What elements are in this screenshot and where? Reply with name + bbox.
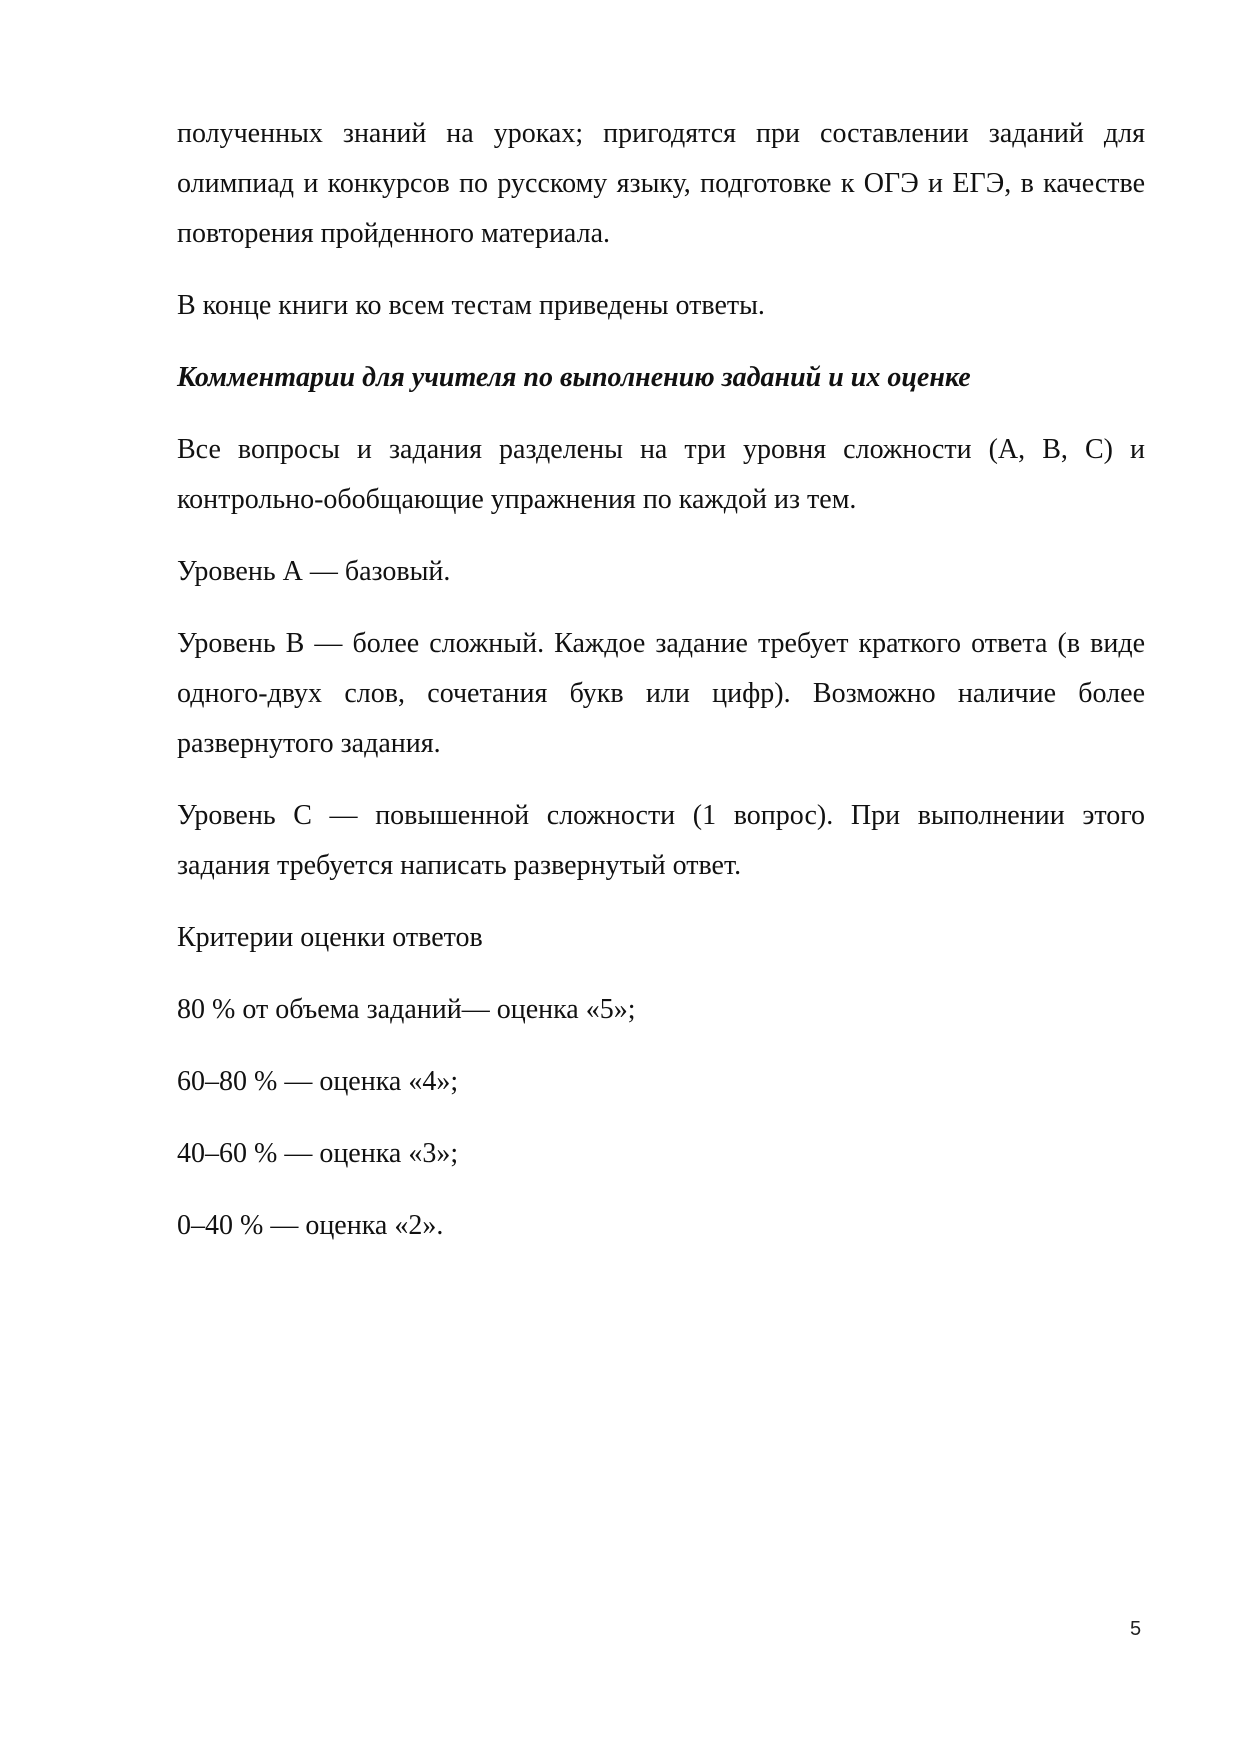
section-heading: Комментарии для учителя по выполнению заданий и их оценке — [177, 362, 971, 393]
criteria-title: Критерии оценки ответов — [177, 922, 483, 953]
level-a-paragraph: Уровень А — базовый. — [177, 556, 451, 587]
criteria-item-grade-5: 80 % от объема заданий— оценка «5»; — [177, 994, 636, 1025]
criteria-item-grade-2: 0–40 % — оценка «2». — [177, 1210, 444, 1241]
paragraph-intro-continuation: полученных знаний на уроках; пригодятся при составлении заданий для олимпиад и конкурсов по русскому языку, подготовке к ОГЭ и ЕГЭ, в качестве повторения пройденного материала. — [177, 118, 1145, 249]
criteria-item-grade-3: 40–60 % — оценка «3»; — [177, 1138, 459, 1169]
paragraph-levels-intro: Все вопросы и задания разделены на три уровня сложности (А, В, С) и контрольно-обобщающие упражнения по каждой из тем. — [177, 434, 1145, 515]
level-c-paragraph: Уровень С — повышенной сложности (1 вопрос). При выполнении этого задания требуется написать развернутый ответ. — [177, 800, 1145, 881]
page-number: 5 — [1130, 1618, 1142, 1640]
level-b-paragraph: Уровень В — более сложный. Каждое задание требует краткого ответа (в виде одного-двух слов, сочетания букв или цифр). Возможно наличие более развернутого задания. — [177, 628, 1145, 759]
page-body — [177, 109, 1145, 1251]
paragraph-answers: В конце книги ко всем тестам приведены ответы. — [177, 290, 765, 321]
criteria-item-grade-4: 60–80 % — оценка «4»; — [177, 1066, 459, 1097]
